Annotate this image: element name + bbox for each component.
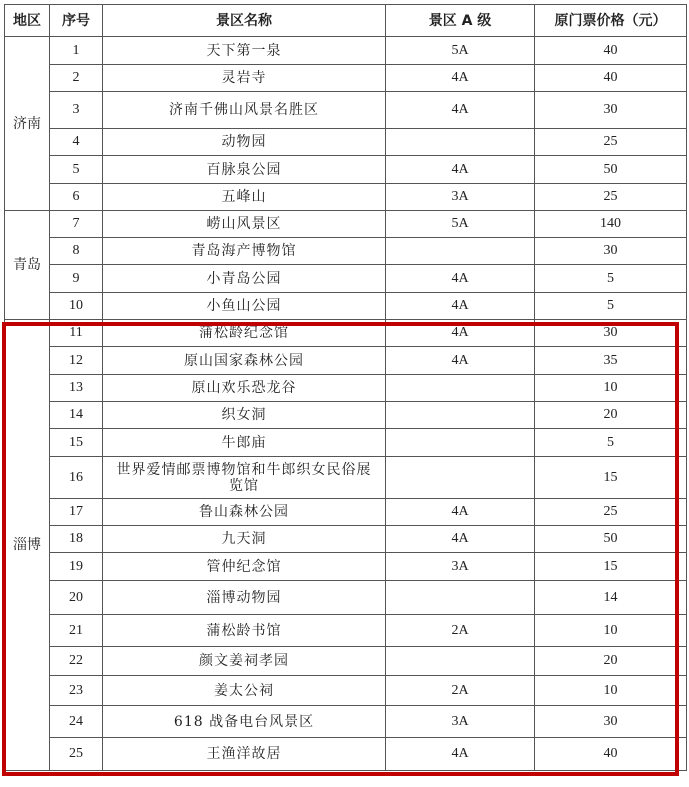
price-cell: 15 <box>535 457 687 499</box>
price-cell: 10 <box>535 676 687 706</box>
table-row <box>5 37 687 65</box>
scenic-name-cell: 小青岛公园 <box>103 265 386 293</box>
table-row <box>5 706 687 738</box>
a-level-cell: 2A <box>386 676 535 706</box>
scenic-price-table <box>4 4 687 771</box>
price-cell: 20 <box>535 402 687 429</box>
a-level-cell: 4A <box>386 265 535 293</box>
table-row <box>5 92 687 129</box>
a-level-cell <box>386 375 535 402</box>
scenic-name-cell: 五峰山 <box>103 184 386 211</box>
row-number-cell: 14 <box>50 402 103 429</box>
a-level-cell: 3A <box>386 553 535 581</box>
row-number-cell: 22 <box>50 647 103 676</box>
scenic-name-cell: 九天洞 <box>103 526 386 553</box>
a-level-cell <box>386 238 535 265</box>
a-level-cell <box>386 129 535 156</box>
a-level-cell <box>386 457 535 499</box>
a-level-cell: 3A <box>386 184 535 211</box>
table-row <box>5 265 687 293</box>
price-cell: 5 <box>535 429 687 457</box>
table-row <box>5 457 687 499</box>
row-number-cell: 2 <box>50 65 103 92</box>
a-level-cell: 4A <box>386 92 535 129</box>
a-level-cell <box>386 647 535 676</box>
table-row <box>5 581 687 615</box>
a-level-cell <box>386 402 535 429</box>
scenic-name-cell: 原山欢乐恐龙谷 <box>103 375 386 402</box>
row-number-cell: 24 <box>50 706 103 738</box>
row-number-cell: 5 <box>50 156 103 184</box>
a-level-cell <box>386 429 535 457</box>
price-cell: 30 <box>535 238 687 265</box>
a-level-cell: 4A <box>386 65 535 92</box>
scenic-name-cell: 天下第一泉 <box>103 37 386 65</box>
table-row <box>5 293 687 320</box>
row-number-cell: 12 <box>50 347 103 375</box>
table-row <box>5 211 687 238</box>
region-cell: 淄博 <box>5 320 50 771</box>
header-name: 景区名称 <box>103 5 386 37</box>
scenic-name-cell: 百脉泉公园 <box>103 156 386 184</box>
table-row <box>5 156 687 184</box>
scenic-name-cell: 鲁山森林公园 <box>103 499 386 526</box>
scenic-name-cell: 小鱼山公园 <box>103 293 386 320</box>
row-number-cell: 25 <box>50 738 103 771</box>
price-cell: 40 <box>535 65 687 92</box>
price-cell: 10 <box>535 375 687 402</box>
scenic-name-cell: 青岛海产博物馆 <box>103 238 386 265</box>
scenic-name-cell: 蒲松龄书馆 <box>103 615 386 647</box>
table-row <box>5 375 687 402</box>
row-number-cell: 8 <box>50 238 103 265</box>
price-cell: 15 <box>535 553 687 581</box>
table-body <box>5 37 687 771</box>
scenic-name-cell: 崂山风景区 <box>103 211 386 238</box>
a-level-cell: 4A <box>386 499 535 526</box>
row-number-cell: 4 <box>50 129 103 156</box>
scenic-name-cell: 世界爱情邮票博物馆和牛郎织女民俗展览馆 <box>103 457 386 499</box>
price-cell: 50 <box>535 526 687 553</box>
scenic-name-cell: 颜文姜祠孝园 <box>103 647 386 676</box>
price-cell: 140 <box>535 211 687 238</box>
row-number-cell: 15 <box>50 429 103 457</box>
price-cell: 10 <box>535 615 687 647</box>
scenic-name-cell: 原山国家森林公园 <box>103 347 386 375</box>
row-number-cell: 3 <box>50 92 103 129</box>
price-cell: 14 <box>535 581 687 615</box>
header-region: 地区 <box>5 5 50 37</box>
header-price: 原门票价格（元） <box>535 5 687 37</box>
a-level-cell <box>386 581 535 615</box>
scenic-name-cell: 管仲纪念馆 <box>103 553 386 581</box>
row-number-cell: 11 <box>50 320 103 347</box>
row-number-cell: 18 <box>50 526 103 553</box>
a-level-cell: 3A <box>386 706 535 738</box>
header-row <box>5 5 687 37</box>
a-level-cell: 4A <box>386 320 535 347</box>
row-number-cell: 10 <box>50 293 103 320</box>
scenic-name-cell: 王渔洋故居 <box>103 738 386 771</box>
table-row <box>5 499 687 526</box>
price-cell: 5 <box>535 293 687 320</box>
header-level: 景区 A 级 <box>386 5 535 37</box>
row-number-cell: 9 <box>50 265 103 293</box>
header-no: 序号 <box>50 5 103 37</box>
scenic-name-cell: 织女洞 <box>103 402 386 429</box>
scenic-name-cell: 灵岩寺 <box>103 65 386 92</box>
a-level-cell: 4A <box>386 738 535 771</box>
row-number-cell: 17 <box>50 499 103 526</box>
table-row <box>5 184 687 211</box>
region-cell: 青岛 <box>5 211 50 320</box>
row-number-cell: 16 <box>50 457 103 499</box>
price-cell: 35 <box>535 347 687 375</box>
price-cell: 25 <box>535 184 687 211</box>
a-level-cell: 4A <box>386 156 535 184</box>
scenic-name-cell: 淄博动物园 <box>103 581 386 615</box>
table-row <box>5 402 687 429</box>
row-number-cell: 1 <box>50 37 103 65</box>
row-number-cell: 19 <box>50 553 103 581</box>
price-cell: 5 <box>535 265 687 293</box>
scenic-name-cell: 蒲松龄纪念馆 <box>103 320 386 347</box>
row-number-cell: 21 <box>50 615 103 647</box>
row-number-cell: 6 <box>50 184 103 211</box>
table-row <box>5 738 687 771</box>
table-row <box>5 65 687 92</box>
scenic-name-cell: 618 战备电台风景区 <box>103 706 386 738</box>
table-row <box>5 238 687 265</box>
row-number-cell: 23 <box>50 676 103 706</box>
price-cell: 30 <box>535 320 687 347</box>
price-cell: 50 <box>535 156 687 184</box>
table-row <box>5 526 687 553</box>
table-row <box>5 647 687 676</box>
table-row <box>5 347 687 375</box>
table-row <box>5 676 687 706</box>
row-number-cell: 7 <box>50 211 103 238</box>
a-level-cell: 4A <box>386 526 535 553</box>
price-cell: 40 <box>535 37 687 65</box>
a-level-cell: 4A <box>386 347 535 375</box>
a-level-cell: 5A <box>386 37 535 65</box>
row-number-cell: 13 <box>50 375 103 402</box>
scenic-name-cell: 动物园 <box>103 129 386 156</box>
scenic-name-cell: 济南千佛山风景名胜区 <box>103 92 386 129</box>
row-number-cell: 20 <box>50 581 103 615</box>
price-cell: 25 <box>535 129 687 156</box>
price-cell: 25 <box>535 499 687 526</box>
region-cell: 济南 <box>5 37 50 211</box>
price-cell: 30 <box>535 92 687 129</box>
table-row <box>5 615 687 647</box>
a-level-cell: 2A <box>386 615 535 647</box>
price-cell: 30 <box>535 706 687 738</box>
a-level-cell: 5A <box>386 211 535 238</box>
price-cell: 40 <box>535 738 687 771</box>
scenic-name-cell: 姜太公祠 <box>103 676 386 706</box>
a-level-cell: 4A <box>386 293 535 320</box>
table-row <box>5 129 687 156</box>
table-row <box>5 320 687 347</box>
table-row <box>5 429 687 457</box>
price-cell: 20 <box>535 647 687 676</box>
table-row <box>5 553 687 581</box>
scenic-name-cell: 牛郎庙 <box>103 429 386 457</box>
